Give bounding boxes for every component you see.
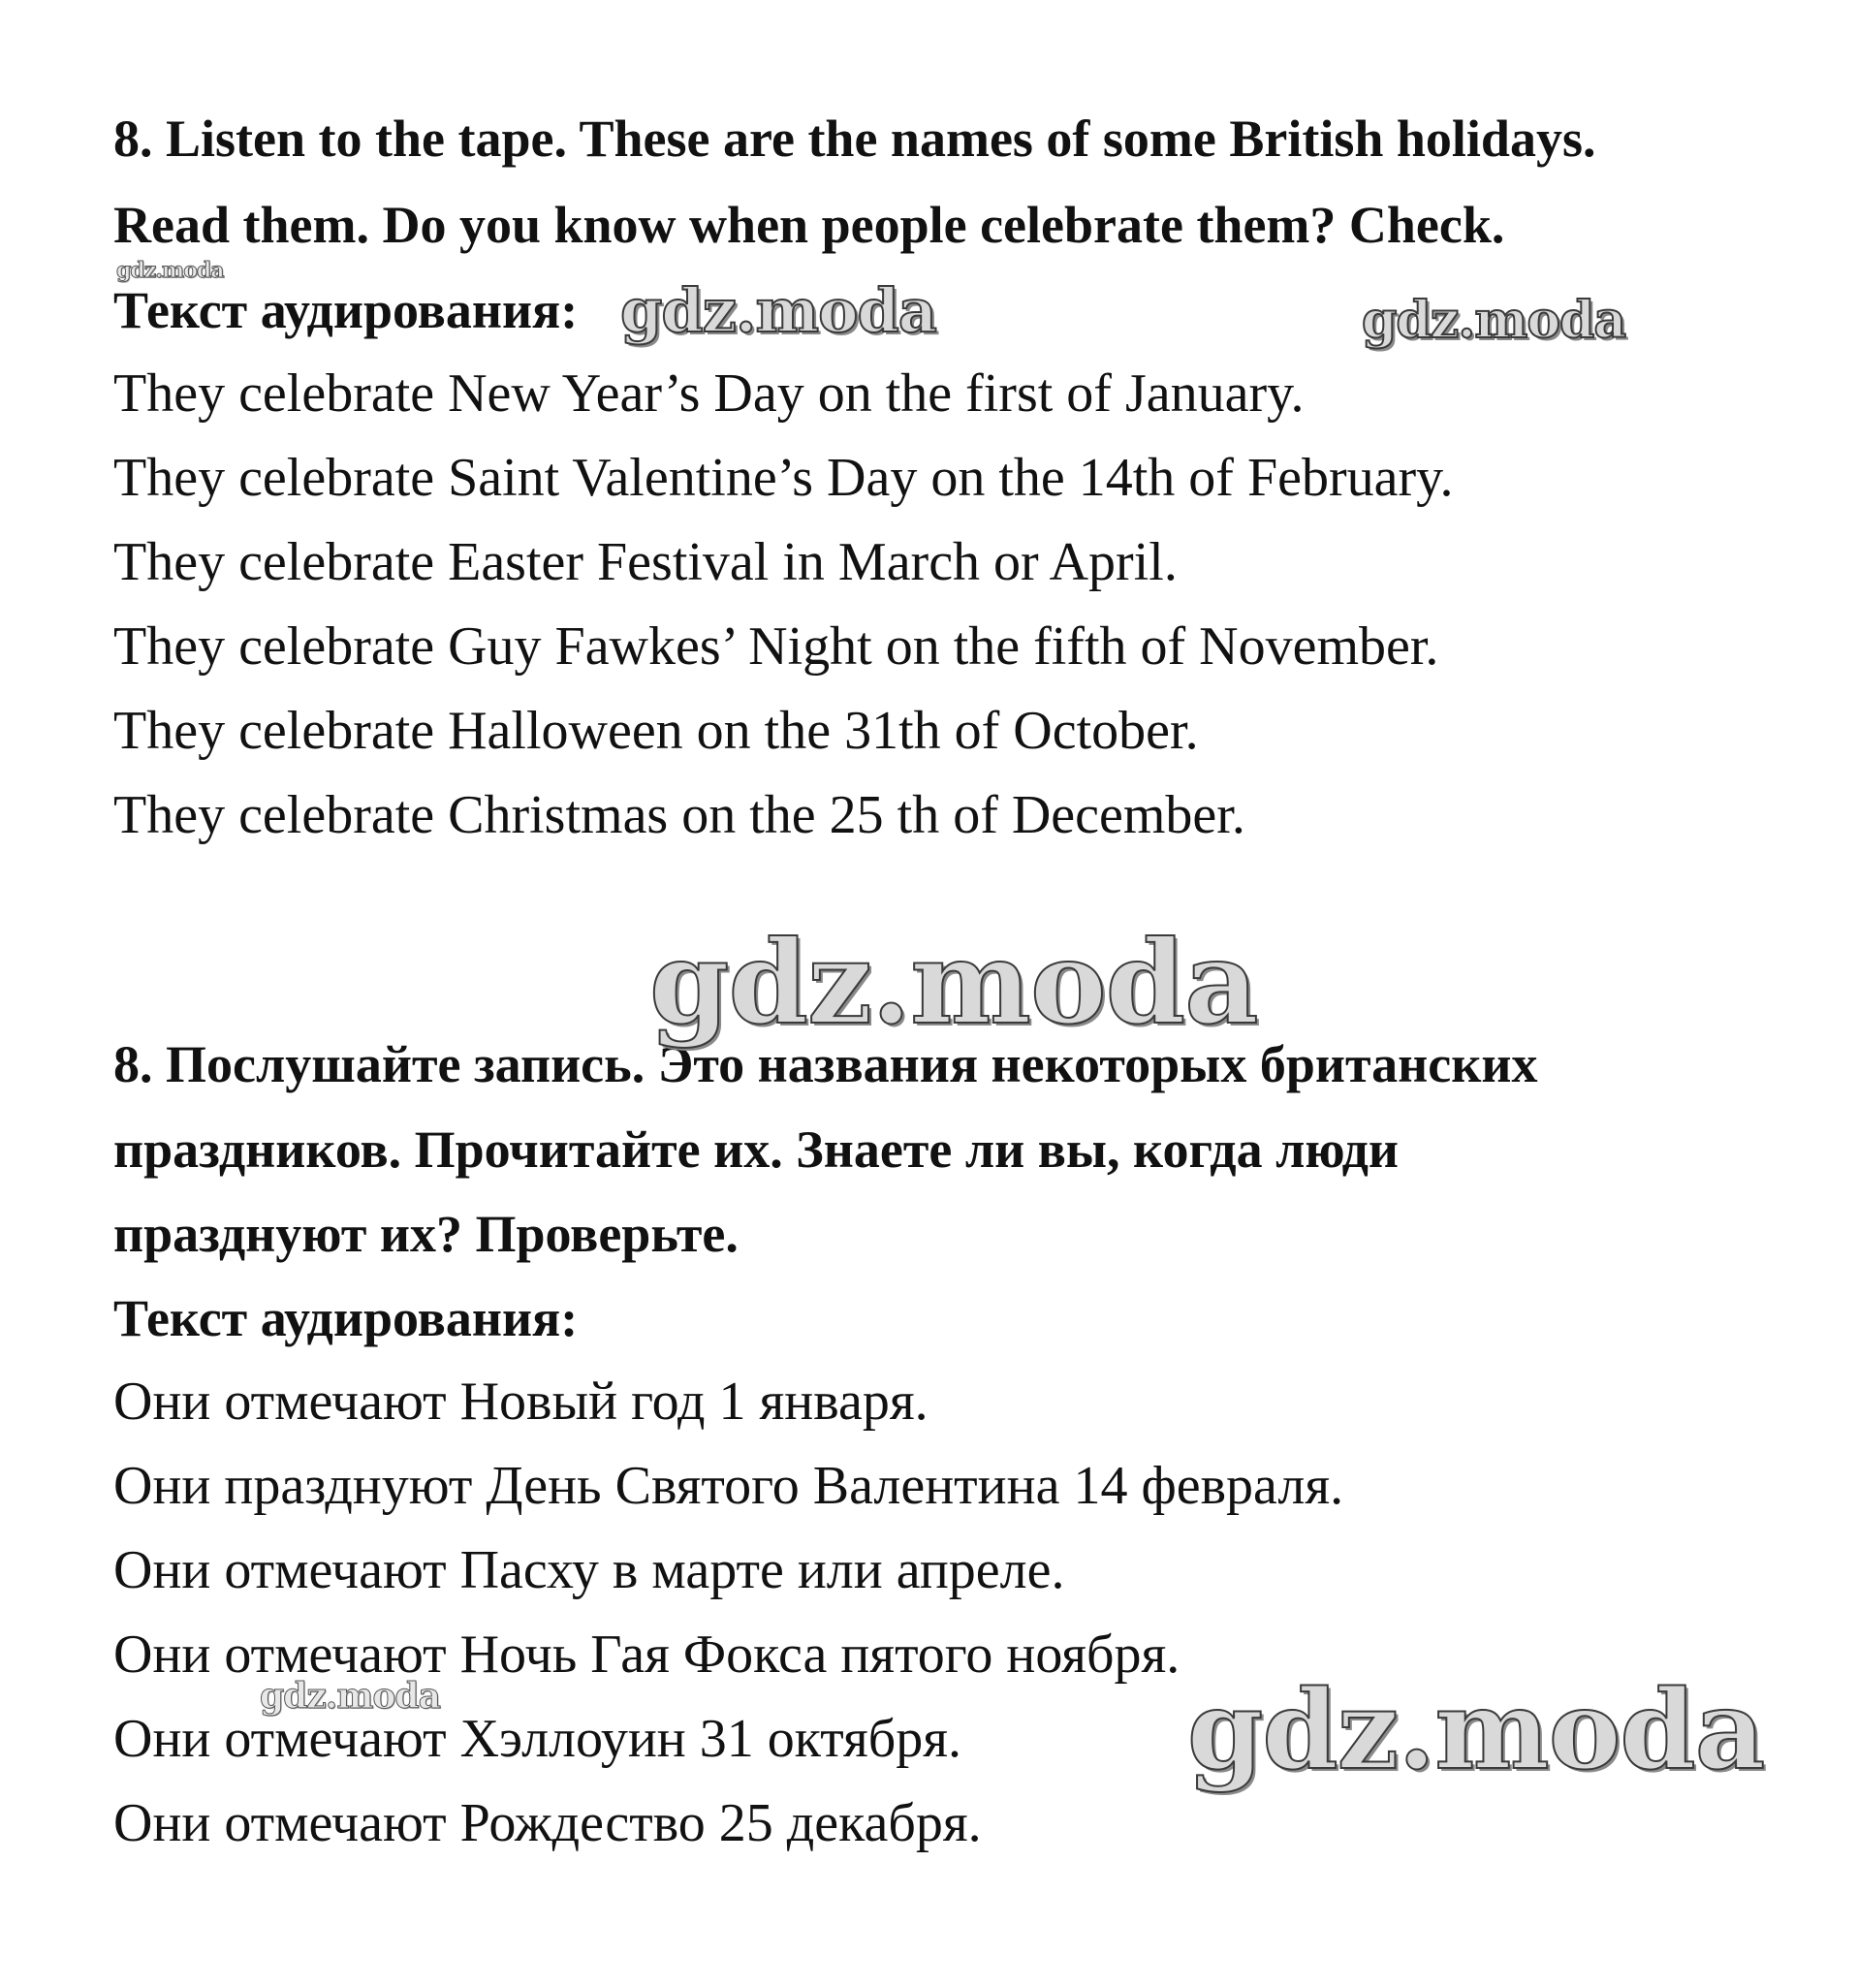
- watermark-bottom-right: gdz.moda: [1187, 1667, 1765, 1794]
- watermark-tiny-top: gdz.moda: [116, 258, 224, 283]
- english-sentence-5: They celebrate Halloween on the 31th of October.: [113, 701, 1199, 761]
- russian-sentence-5: Они отмечают Хэллоуин 31 октября.: [113, 1709, 961, 1769]
- russian-sentence-1: Они отмечают Новый год 1 января.: [113, 1372, 928, 1432]
- english-task-line-2: Read them. Do you know when people celebrate them? Check.: [113, 196, 1505, 254]
- russian-task-line-2: праздников. Прочитайте их. Знаете ли вы, когда люди: [113, 1120, 1400, 1179]
- english-sentence-3: They celebrate Easter Festival in March or April.: [113, 532, 1178, 592]
- russian-sentence-2: Они празднуют День Святого Валентина 14 февраля.: [113, 1456, 1344, 1516]
- english-sentence-2: They celebrate Saint Valentine’s Day on the 14th of February.: [113, 448, 1454, 508]
- russian-audio-label: Текст аудирования:: [113, 1289, 579, 1347]
- english-sentence-6: They celebrate Christmas on the 25 th of December.: [113, 785, 1245, 845]
- english-task-line-1: 8. Listen to the tape. These are the names of some British holidays.: [113, 110, 1596, 168]
- russian-task-line-3: празднуют их? Проверьте.: [113, 1205, 739, 1263]
- russian-sentence-6: Они отмечают Рождество 25 декабря.: [113, 1793, 982, 1853]
- english-audio-label: Текст аудирования:: [113, 281, 579, 339]
- english-sentence-4: They celebrate Guy Fawkes’ Night on the fifth of November.: [113, 616, 1439, 677]
- watermark-center-large: gdz.moda: [649, 915, 1258, 1050]
- watermark-after-label: gdz.moda: [620, 275, 936, 346]
- watermark-bottom-small: gdz.moda: [260, 1676, 440, 1717]
- russian-sentence-3: Они отмечают Пасху в марте или апреле.: [113, 1540, 1065, 1600]
- english-sentence-1: They celebrate New Year’s Day on the first of January.: [113, 363, 1305, 424]
- russian-sentence-4: Они отмечают Ночь Гая Фокса пятого ноября.: [113, 1625, 1180, 1685]
- watermark-top-right: gdz.moda: [1362, 291, 1626, 350]
- russian-task-line-1: 8. Послушайте запись. Это названия некоторых британских: [113, 1035, 1538, 1093]
